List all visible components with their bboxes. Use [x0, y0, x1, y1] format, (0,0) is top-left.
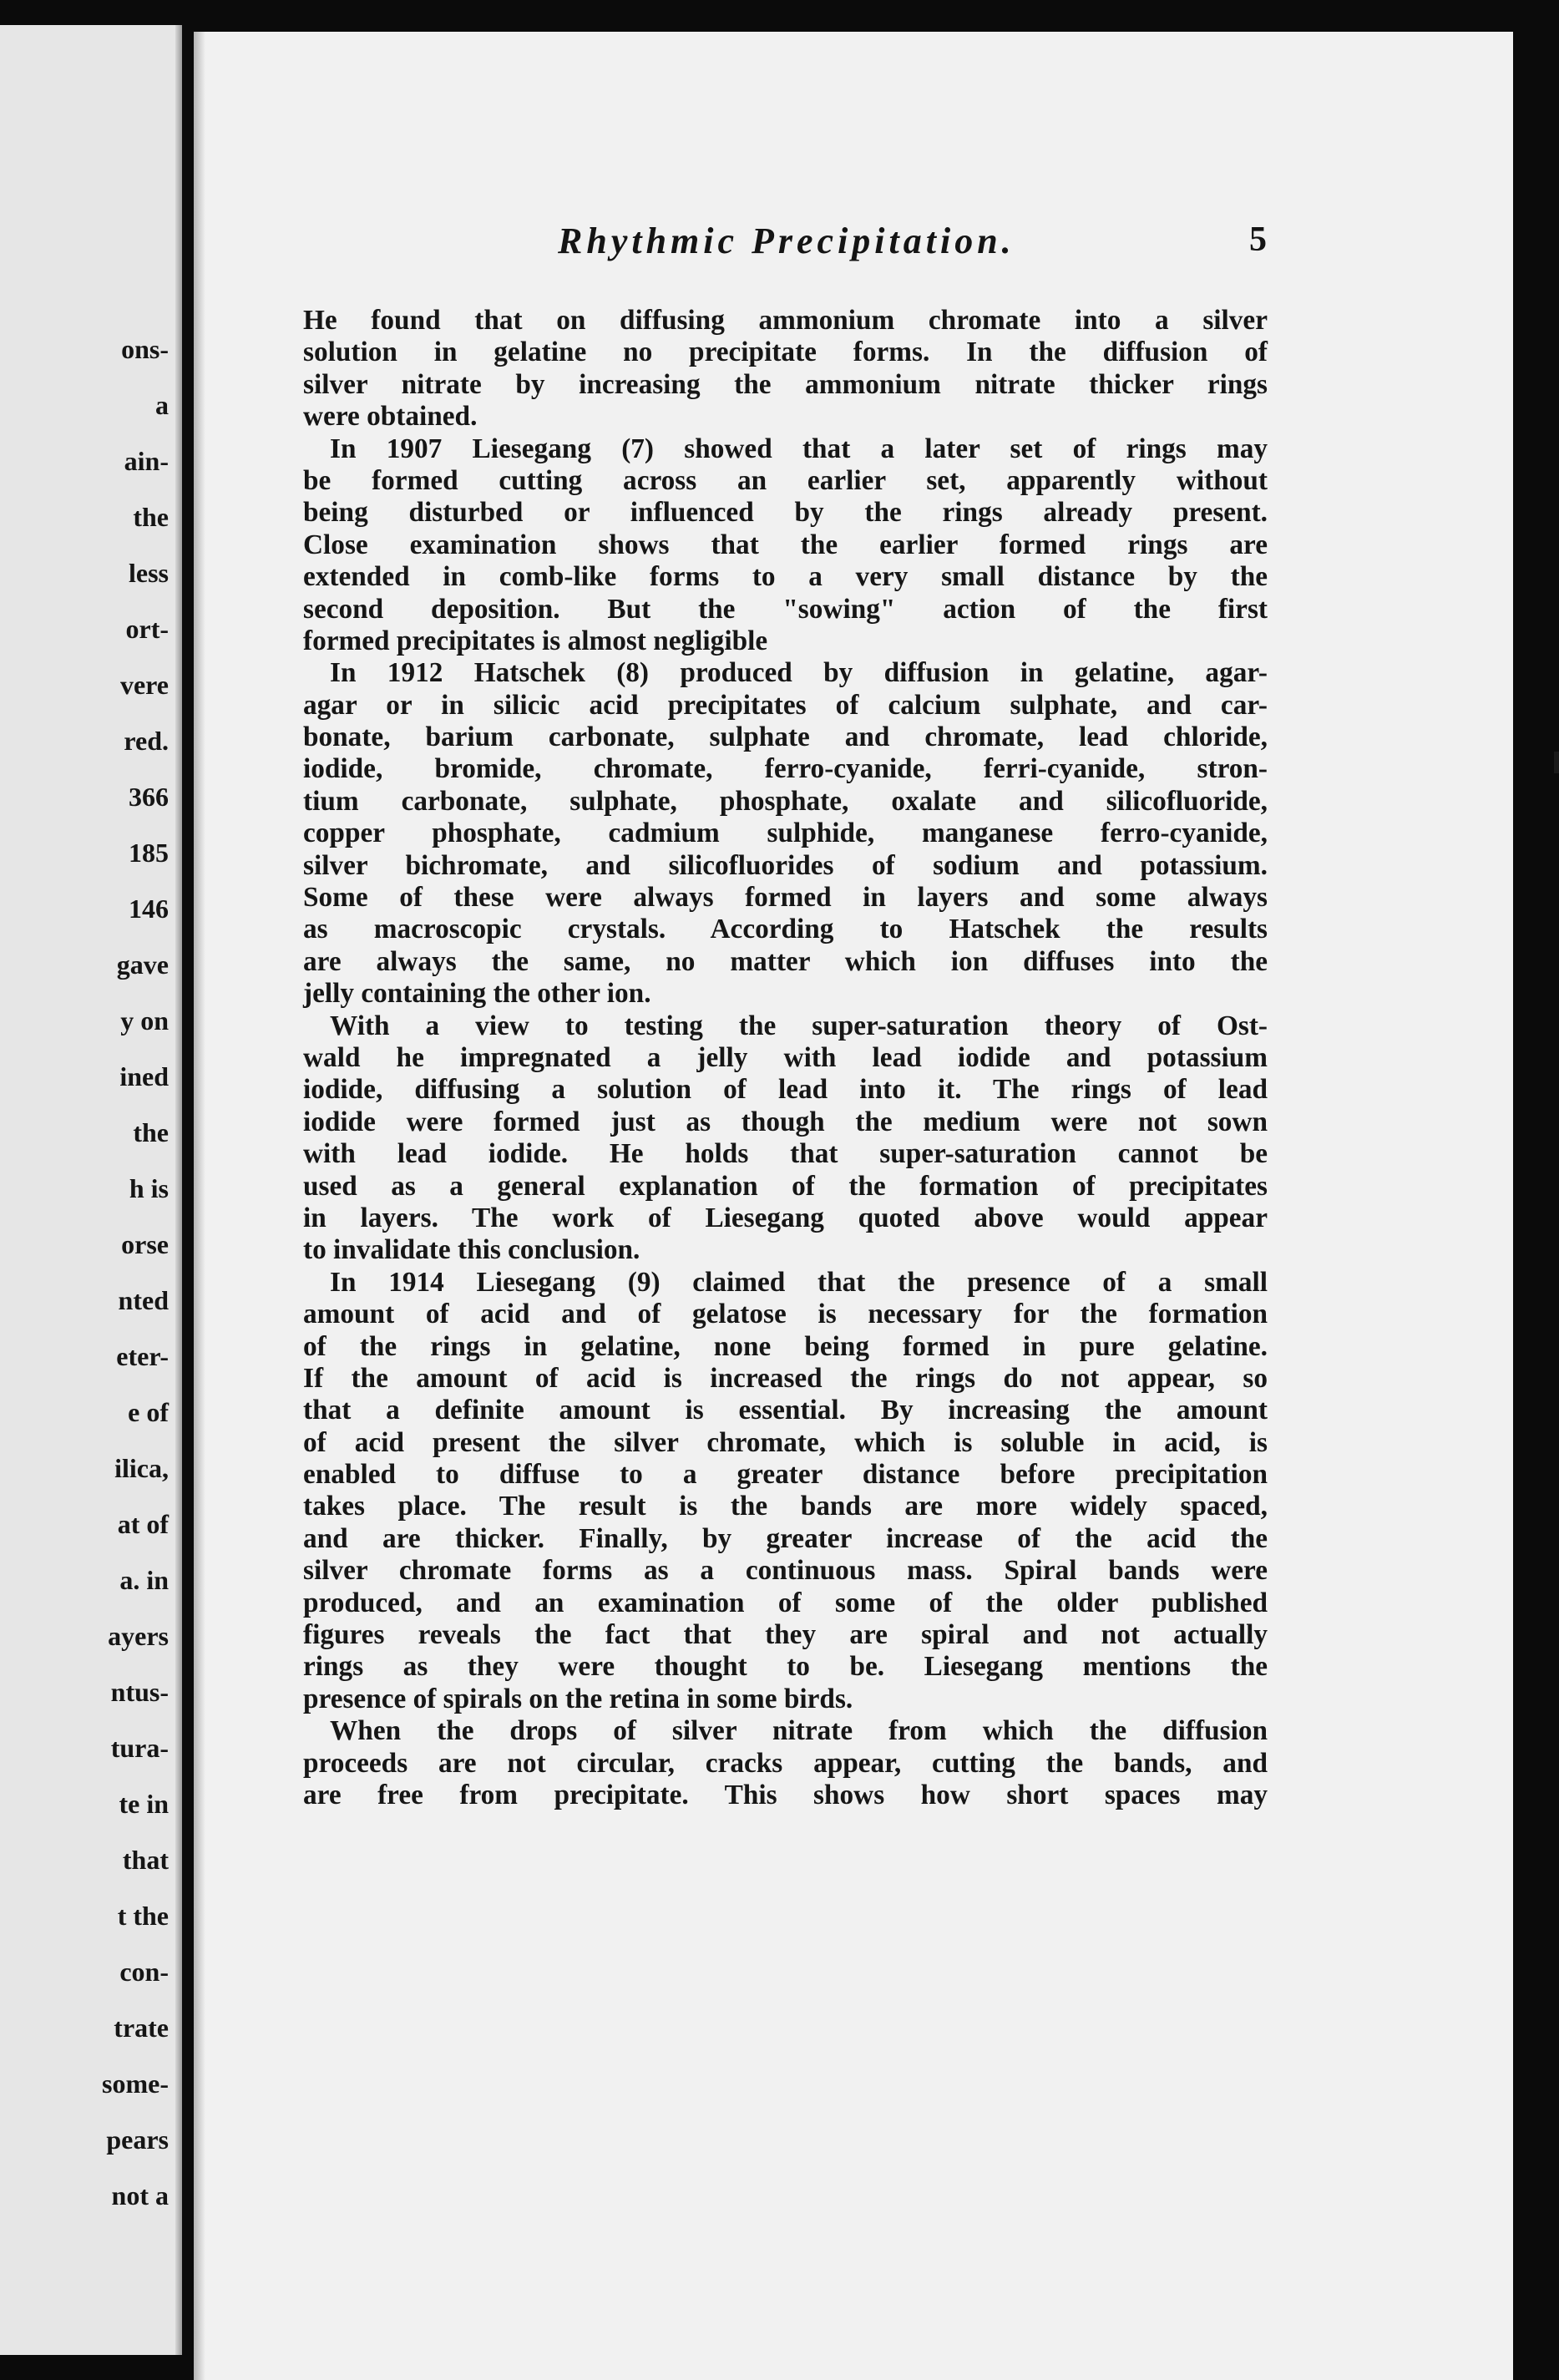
text-line: second deposition. But the "sowing" action of the first — [303, 593, 1268, 625]
previous-page-fragment: the — [133, 1117, 169, 1147]
paragraph — [303, 433, 1268, 658]
text-line: iodide, bromide, chromate, ferro-cyanide, ferri-cyanide, stron- — [303, 753, 1268, 785]
previous-page-fragment: vere — [119, 669, 169, 700]
previous-page-fragment: ons- — [121, 334, 169, 364]
previous-page-fragment: ain- — [124, 445, 169, 476]
previous-page-fragment: 146 — [129, 893, 169, 924]
previous-page-fragment: gave — [116, 949, 169, 980]
previous-page-fragment: ilica, — [114, 1452, 169, 1483]
previous-page-fragment: less — [129, 557, 169, 588]
previous-page-fragment: some- — [102, 2068, 169, 2099]
text-line: to invalidate this conclusion. — [303, 1234, 640, 1266]
text-line: used as a general explanation of the formation of precipitates — [303, 1170, 1268, 1202]
text-line: Some of these were always formed in layers and some always — [303, 882, 1268, 914]
previous-page-fragment: nted — [118, 1284, 169, 1315]
paragraph — [303, 657, 1268, 1010]
previous-page-fragment: y on — [120, 1005, 169, 1036]
previous-page-fragment: te in — [119, 1788, 169, 1819]
text-line: amount of acid and of gelatose is necessary for the formation — [303, 1299, 1268, 1330]
text-line: He found that on diffusing ammonium chromate into a silver — [303, 305, 1268, 336]
text-line: proceeds are not circular, cracks appear, cutting the bands, and — [303, 1747, 1268, 1779]
previous-page-strip — [0, 25, 182, 2355]
text-line: in layers. The work of Liesegang quoted above would appear — [303, 1202, 1268, 1233]
text-line: solution in gelatine no precipitate forms. In the diffusion of — [303, 337, 1268, 368]
previous-page-fragment: pears — [106, 2124, 169, 2155]
text-line: and are thicker. Finally, by greater increase of the acid the — [303, 1522, 1268, 1554]
previous-page-fragment: a — [155, 389, 169, 420]
text-line: that a definite amount is essential. By increasing the amount — [303, 1395, 1268, 1426]
book-gutter — [175, 25, 182, 2355]
text-line: being disturbed or influenced by the rings already present. — [303, 497, 1268, 529]
text-line: of acid present the silver chromate, which is soluble in acid, is — [303, 1426, 1268, 1458]
text-line: bonate, barium carbonate, sulphate and chromate, lead chloride, — [303, 722, 1268, 753]
running-title: Rhythmic Precipitation. — [558, 220, 1015, 261]
page-shadow — [194, 32, 205, 2380]
page-number: 5 — [1249, 220, 1267, 259]
text-line: silver chromate forms as a continuous mass. Spiral bands were — [303, 1555, 1268, 1587]
text-line: copper phosphate, cadmium sulphide, manganese ferro-cyanide, — [303, 818, 1268, 849]
previous-page-fragment: tura- — [110, 1732, 169, 1763]
text-line: enabled to diffuse to a greater distance before precipitation — [303, 1459, 1268, 1491]
previous-page-fragment: t the — [117, 1900, 169, 1931]
previous-page-fragment: ntus- — [110, 1676, 169, 1707]
previous-page-fragment: 185 — [129, 837, 169, 868]
previous-page-fragment: ined — [119, 1061, 169, 1091]
previous-page-fragment: not a — [111, 2180, 169, 2210]
text-line: are always the same, no matter which ion diffuses into the — [303, 945, 1268, 977]
text-line: takes place. The result is the bands are more widely spaced, — [303, 1491, 1268, 1522]
text-line: In 1912 Hatschek (8) produced by diffusion in gelatine, agar- — [330, 657, 1268, 689]
previous-page-fragment: a. in — [119, 1564, 169, 1595]
previous-page-fragment: 366 — [129, 781, 169, 812]
previous-page-fragment: ayers — [108, 1620, 169, 1651]
text-line: jelly containing the other ion. — [303, 978, 651, 1010]
text-line: agar or in silicic acid precipitates of calcium sulphate, and car- — [303, 689, 1268, 721]
previous-page-fragment: orse — [121, 1228, 169, 1259]
previous-page-fragment: e of — [128, 1396, 169, 1427]
paragraph — [303, 1267, 1268, 1715]
text-line: of the rings in gelatine, none being formed in pure gelatine. — [303, 1330, 1268, 1362]
previous-page-fragment: ort- — [125, 613, 169, 644]
body-text — [303, 305, 1268, 1811]
paragraph — [303, 305, 1268, 433]
text-line: silver nitrate by increasing the ammonium nitrate thicker rings — [303, 368, 1268, 400]
previous-page-fragment: con- — [119, 1956, 169, 1987]
text-line: iodide, diffusing a solution of lead into it. The rings of lead — [303, 1074, 1268, 1106]
text-line: as macroscopic crystals. According to Hatschek the results — [303, 914, 1268, 945]
text-line: figures reveals the fact that they are spiral and not actually — [303, 1619, 1268, 1651]
text-line: formed precipitates is almost negligible — [303, 625, 768, 656]
previous-page-fragment: red. — [124, 725, 169, 756]
previous-page-line-endings — [0, 25, 177, 2355]
text-line: produced, and an examination of some of the older published — [303, 1587, 1268, 1618]
text-line: If the amount of acid is increased the rings do not appear, so — [303, 1362, 1268, 1394]
text-line: With a view to testing the super-saturation theory of Ost- — [330, 1010, 1268, 1041]
text-line: with lead iodide. He holds that super-saturation cannot be — [303, 1138, 1268, 1170]
text-line: were obtained. — [303, 401, 478, 433]
text-line: extended in comb-like forms to a very small distance by the — [303, 561, 1268, 593]
previous-page-fragment: eter- — [116, 1340, 169, 1371]
text-line: iodide were formed just as though the medium were not sown — [303, 1106, 1268, 1137]
text-line: In 1914 Liesegang (9) claimed that the presence of a small — [330, 1266, 1268, 1298]
previous-page-fragment: trate — [114, 2012, 169, 2043]
text-line: wald he impregnated a jelly with lead iodide and potassium — [303, 1041, 1268, 1073]
scan-edge-mark — [1554, 752, 1559, 773]
text-line: In 1907 Liesegang (7) showed that a later set of rings may — [330, 433, 1268, 464]
text-line: rings as they were thought to be. Liesegang mentions the — [303, 1651, 1268, 1683]
previous-page-fragment: that — [122, 1844, 169, 1875]
previous-page-fragment: the — [133, 501, 169, 532]
text-line: be formed cutting across an earlier set, apparently without — [303, 464, 1268, 496]
paragraph — [303, 1010, 1268, 1267]
text-line: are free from precipitate. This shows how short spaces may — [303, 1779, 1268, 1810]
page-header — [194, 220, 1513, 270]
previous-page-fragment: at of — [117, 1508, 169, 1539]
paragraph — [303, 1715, 1268, 1811]
text-line: silver bichromate, and silicofluorides of sodium and potassium. — [303, 849, 1268, 881]
previous-page-fragment: h is — [129, 1172, 169, 1203]
text-line: When the drops of silver nitrate from which the diffusion — [330, 1715, 1268, 1747]
text-line: Close examination shows that the earlier formed rings are — [303, 529, 1268, 560]
current-page — [194, 32, 1513, 2380]
text-line: tium carbonate, sulphate, phosphate, oxalate and silicofluoride, — [303, 785, 1268, 817]
text-line: presence of spirals on the retina in some birds. — [303, 1683, 853, 1714]
